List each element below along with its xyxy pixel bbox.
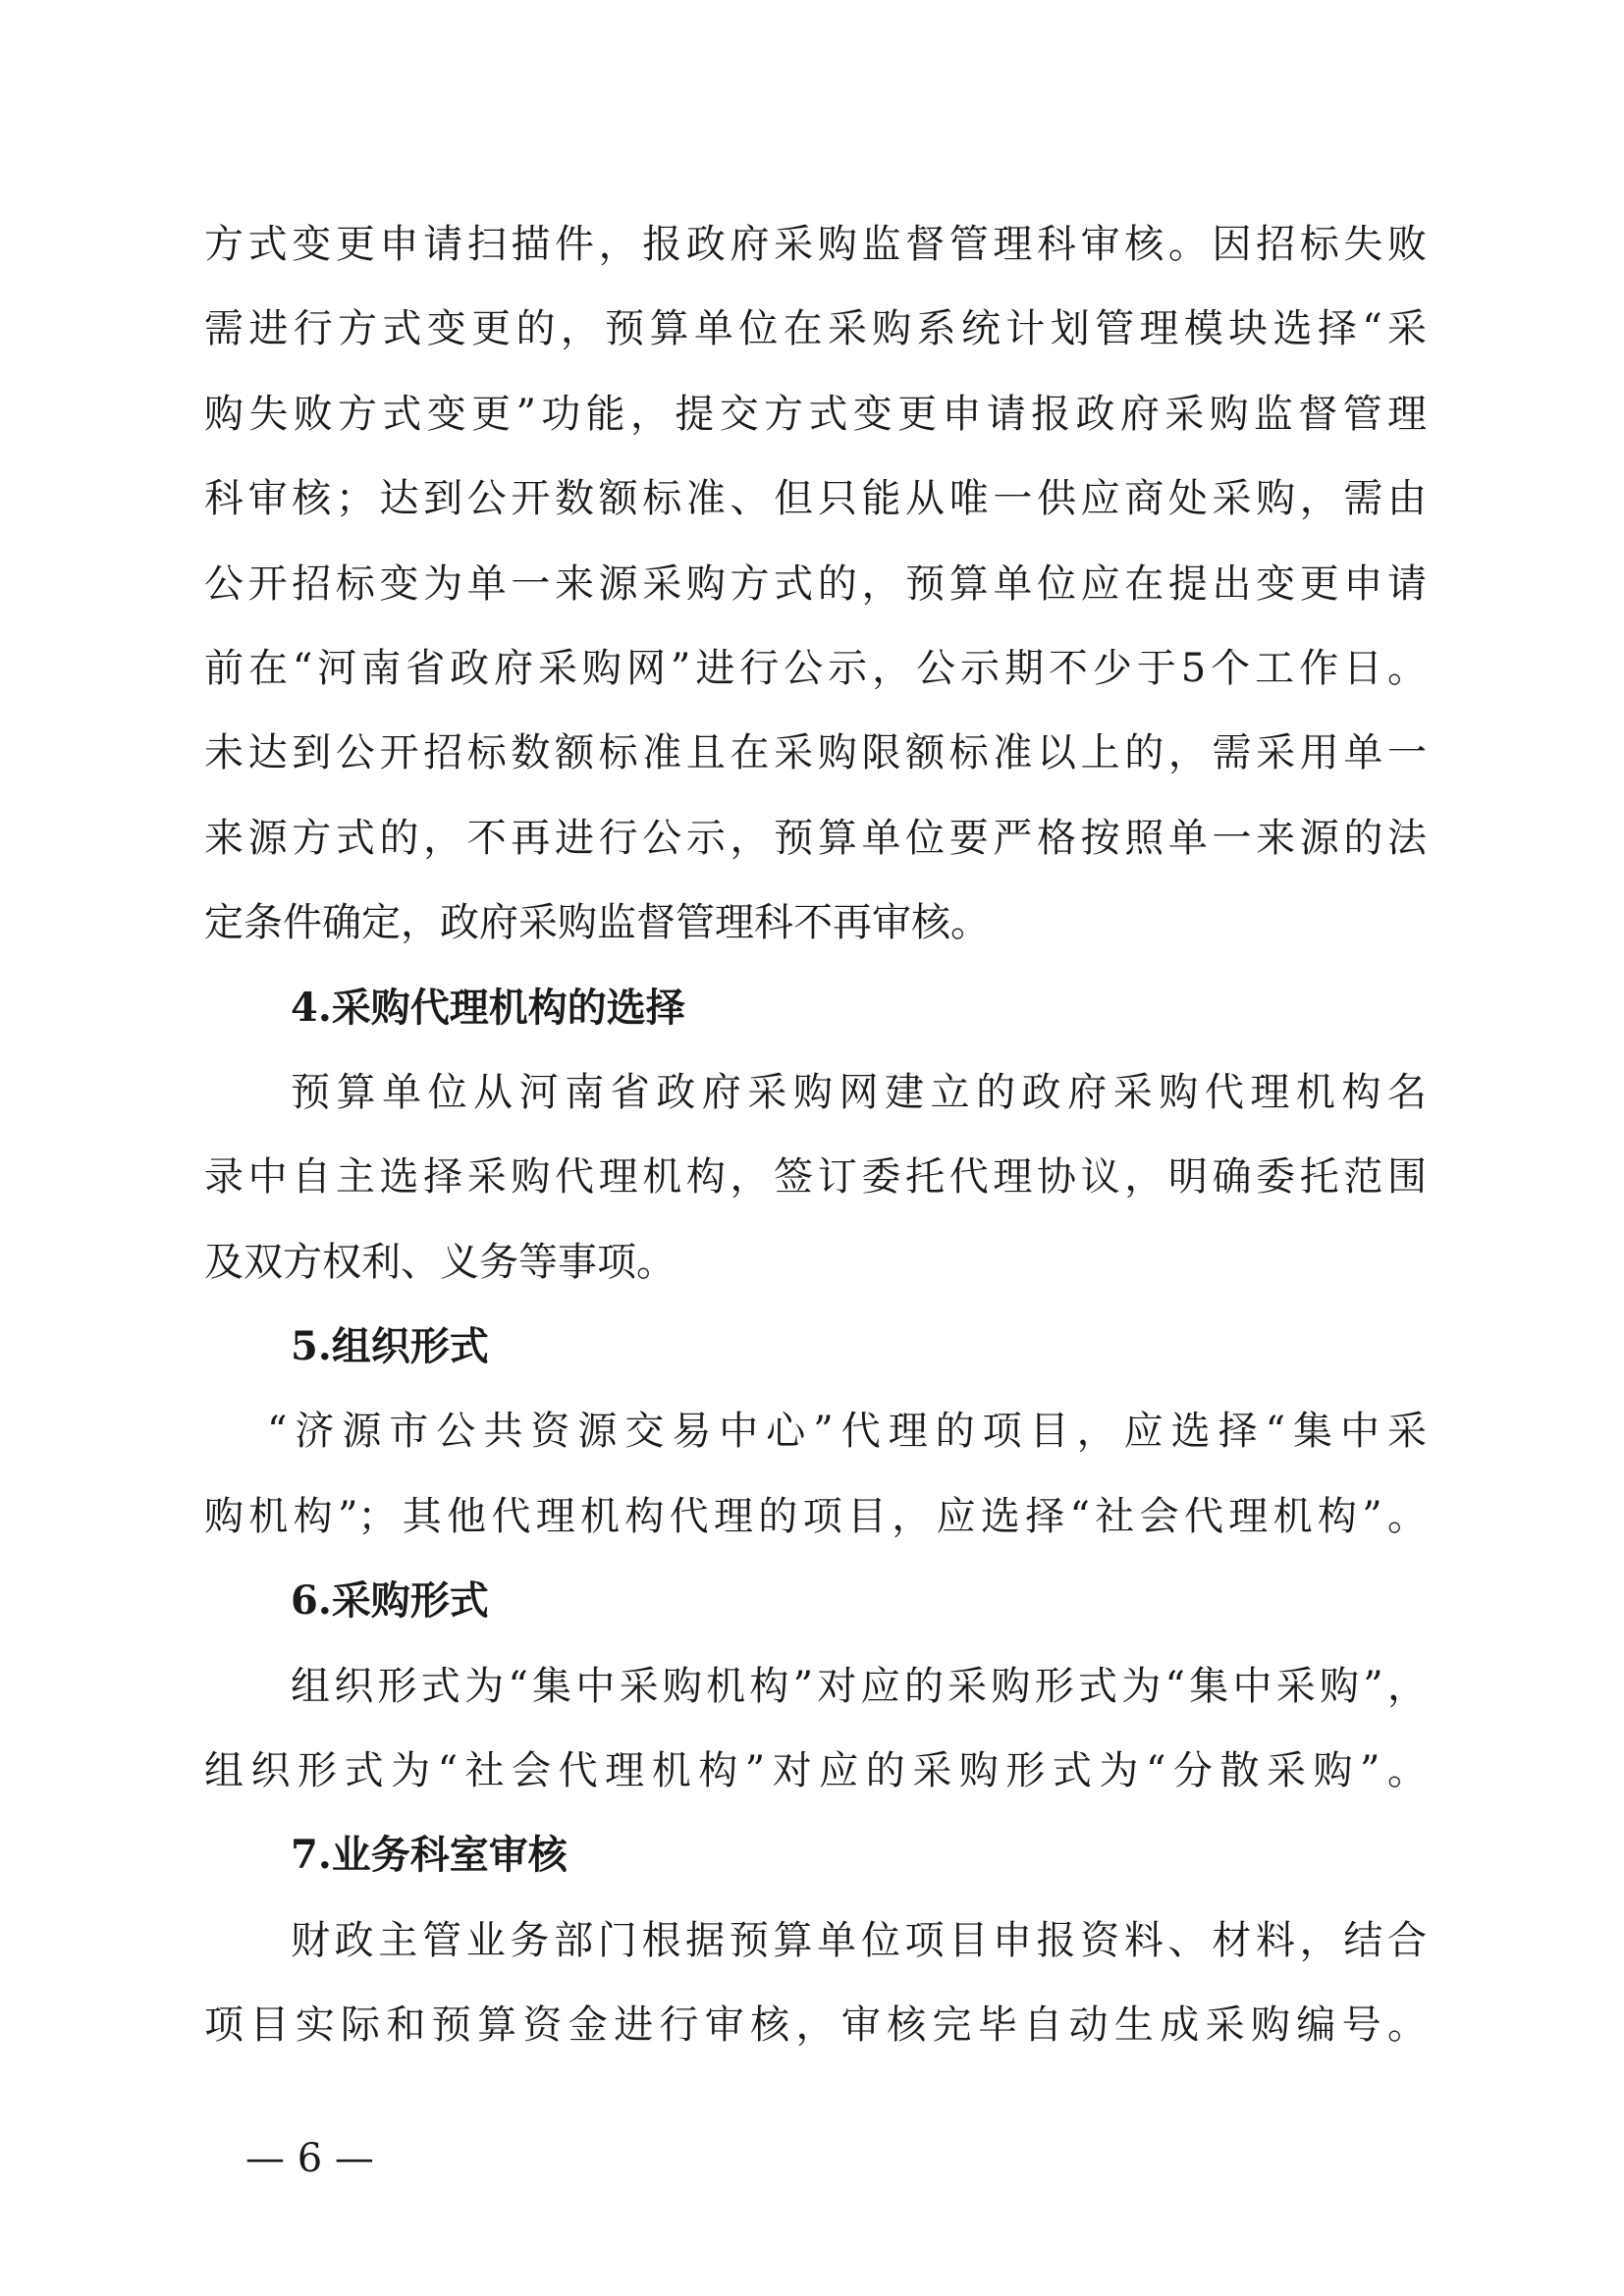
text-line: 预算单位从河南省政府采购网建立的政府采购代理机构名: [291, 1069, 1427, 1115]
section-heading-organization-form: 5.组织形式: [291, 1323, 489, 1370]
text-line: 需进行方式变更的，预算单位在采购系统计划管理模块选择“采: [204, 306, 1427, 352]
text-line: 录中自主选择采购代理机构，签订委托代理协议，明确委托范围: [204, 1154, 1427, 1201]
text-line: 财政主管业务部门根据预算单位项目申报资料、材料，结合: [291, 1917, 1427, 1963]
section-heading-agency-selection: 4.采购代理机构的选择: [291, 984, 685, 1031]
text-line: 来源方式的，不再进行公示，预算单位要严格按照单一来源的法: [204, 815, 1427, 861]
text-line: 组织形式为“社会代理机构”对应的采购形式为“分散采购”。: [204, 1748, 1427, 1794]
text-line: 科审核；达到公开数额标准、但只能从唯一供应商处采购，需由: [204, 476, 1427, 522]
page-body: [204, 202, 1427, 2068]
paragraph-procurement-method-change: [204, 202, 1427, 966]
text-line: 定条件确定，政府采购监督管理科不再审核。: [204, 900, 990, 946]
paragraph-department-review: [204, 1898, 1427, 2068]
text-line: “济源市公共资源交易中心”代理的项目，应选择“集中采: [267, 1409, 1427, 1455]
text-line: 购机构”；其他代理机构代理的项目，应选择“社会代理机构”。: [204, 1493, 1427, 1539]
text-line: 组织形式为“集中采购机构”对应的采购形式为“集中采购”，: [291, 1663, 1427, 1709]
text-line: 及双方权利、义务等事项。: [204, 1239, 676, 1285]
section-heading-department-review: 7.业务科室审核: [291, 1832, 568, 1879]
text-line: 公开招标变为单一来源采购方式的，预算单位应在提出变更申请: [204, 561, 1427, 607]
text-line: 前在“河南省政府采购网”进行公示，公示期不少于5个工作日。: [204, 645, 1427, 691]
paragraph-organization-form: [204, 1389, 1427, 1559]
text-line: 购失败方式变更”功能，提交方式变更申请报政府采购监督管理: [204, 391, 1427, 437]
text-line: 方式变更申请扫描件，报政府采购监督管理科审核。因招标失败: [204, 222, 1427, 267]
text-line: 项目实际和预算资金进行审核，审核完毕自动生成采购编号。: [204, 2002, 1427, 2049]
page-number: — 6 —: [245, 2136, 374, 2181]
section-heading-procurement-form: 6.采购形式: [291, 1577, 489, 1625]
paragraph-agency-selection: [204, 1050, 1427, 1305]
text-line: 未达到公开招标数额标准且在采购限额标准以上的，需采用单一: [204, 730, 1427, 776]
paragraph-procurement-form: [204, 1644, 1427, 1814]
